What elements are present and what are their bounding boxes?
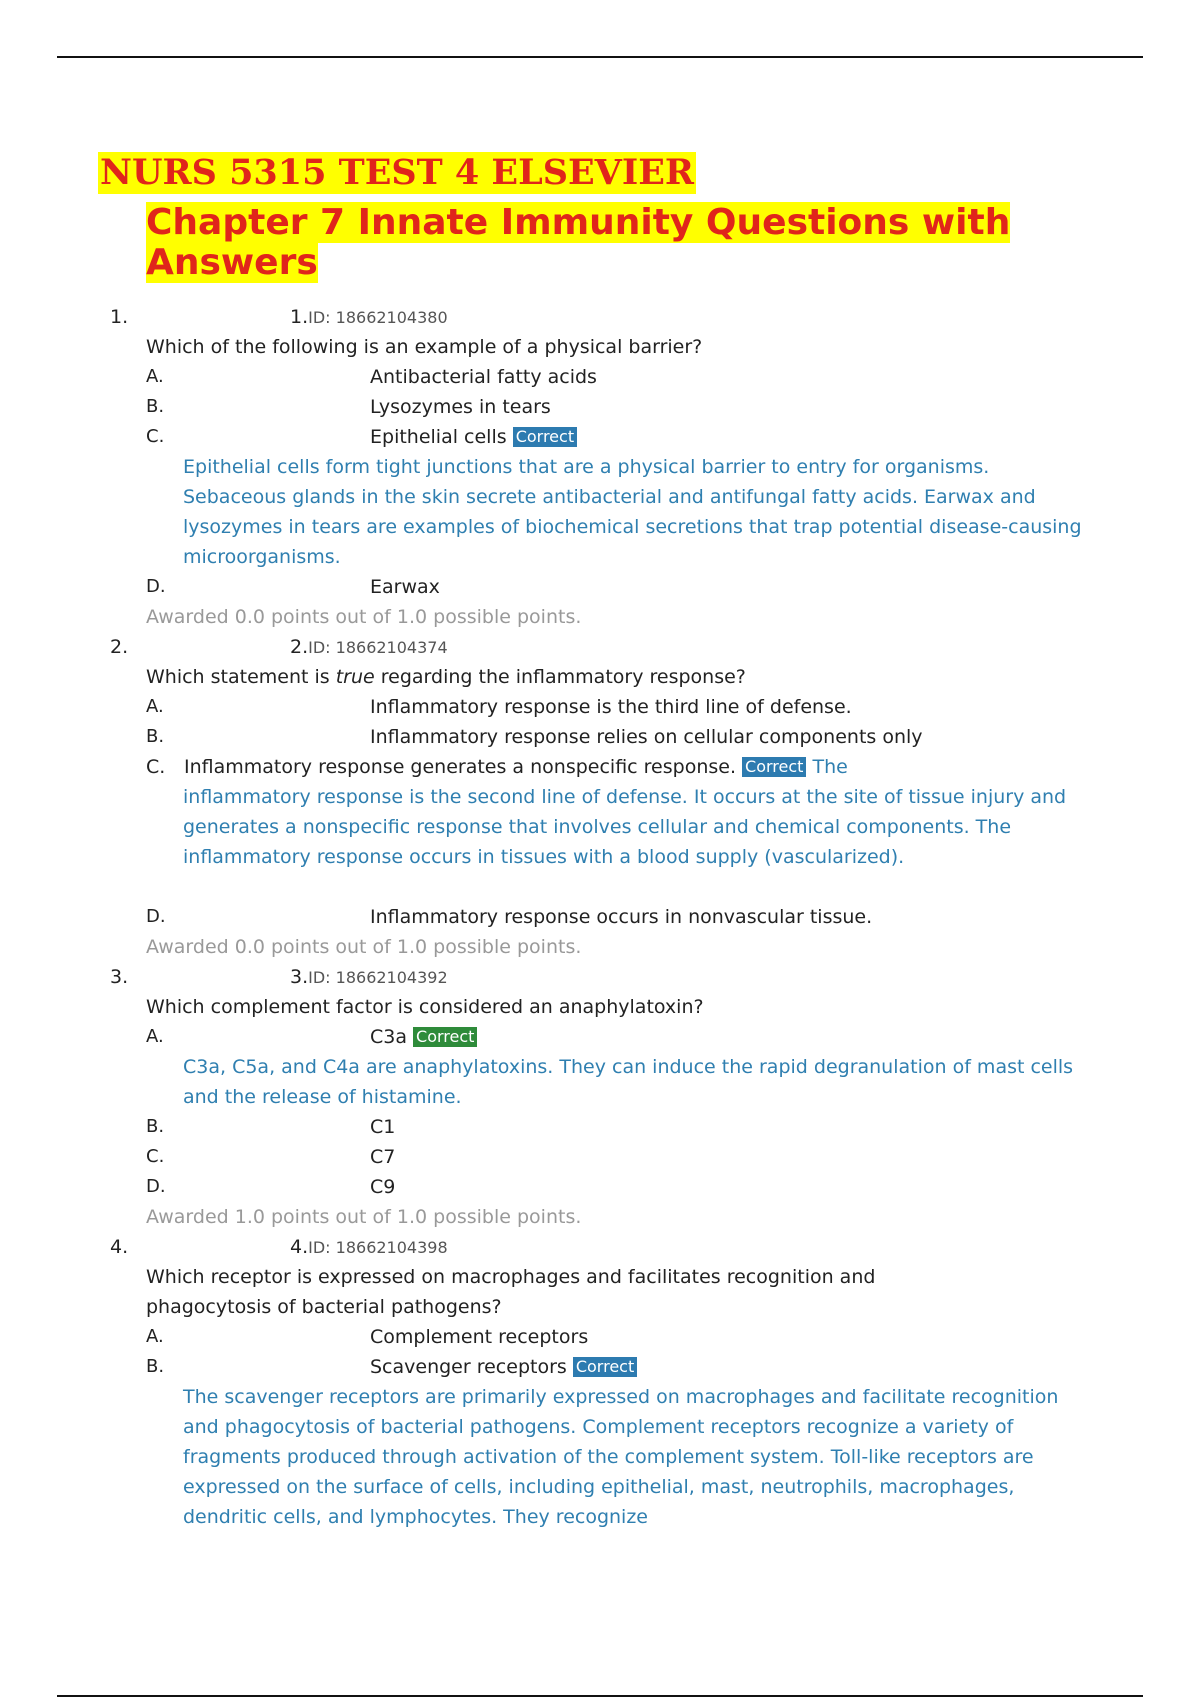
correct-badge: Correct bbox=[742, 757, 806, 777]
q2-rationale: inflammatory response is the second line of defense. It occurs at the site of tissue injury and generates a nonspecific response that involves cellular and chemical components. The inflammatory response occurs in tissues with a blood supply (vascularized). bbox=[183, 786, 1067, 868]
q1-option-a: Antibacterial fatty acids bbox=[370, 366, 597, 388]
q4-rationale: The scavenger receptors are primarily expressed on macrophages and facilitate recognition and phagocytosis of bacterial pathogens. Complement receptors recognize a variety of fragments produced through activation of the complement system. Toll-like receptors are expressed on the surface of cells, including epithelial, mast, neutrophils, macrophages, dendritic cells, and lymphocytes. They recognize bbox=[183, 1386, 1059, 1528]
question-3-id: 3.ID: 18662104392 bbox=[290, 966, 448, 988]
q1-option-b: Lysozymes in tears bbox=[370, 396, 551, 418]
correct-badge: Correct bbox=[413, 1027, 477, 1047]
question-2-number: 2. bbox=[110, 636, 129, 658]
q1-option-c: Epithelial cells Correct bbox=[370, 422, 577, 452]
correct-badge: Correct bbox=[573, 1357, 637, 1377]
q3-option-c-letter: C. bbox=[146, 1146, 165, 1167]
question-2-text: Which statement is true regarding the inflammatory response? bbox=[146, 666, 746, 688]
q2-option-c-letter: C. bbox=[146, 756, 166, 778]
q2-option-b: Inflammatory response relies on cellular components only bbox=[370, 726, 923, 748]
q2-option-d: Inflammatory response occurs in nonvascular tissue. bbox=[370, 906, 873, 928]
q3-option-b: C1 bbox=[370, 1116, 396, 1138]
top-rule bbox=[57, 56, 1143, 58]
q3-option-c: C7 bbox=[370, 1146, 396, 1168]
q3-option-d-letter: D. bbox=[146, 1176, 166, 1197]
q1-points: Awarded 0.0 points out of 1.0 possible points. bbox=[146, 606, 582, 628]
question-1-text: Which of the following is an example of a physical barrier? bbox=[146, 336, 703, 358]
q1-option-b-letter: B. bbox=[146, 396, 165, 417]
bottom-rule bbox=[57, 1695, 1143, 1697]
q2-option-a: Inflammatory response is the third line of defense. bbox=[370, 696, 852, 718]
q1-rationale: Epithelial cells form tight junctions that are a physical barrier to entry for organisms. Sebaceous glands in the skin secrete antibacterial and antifungal fatty acids. Earwax and lysozymes in tears are examples of biochemical secretions that trap potential disease-causing microorganisms. bbox=[183, 456, 1082, 568]
question-2-id: 2.ID: 18662104374 bbox=[290, 636, 448, 658]
q1-option-d: Earwax bbox=[370, 576, 440, 598]
question-3-number: 3. bbox=[110, 966, 129, 988]
q1-option-a-letter: A. bbox=[146, 366, 164, 387]
question-4-number: 4. bbox=[110, 1236, 129, 1258]
q3-option-a: C3a Correct bbox=[370, 1022, 477, 1052]
chapter-heading bbox=[146, 203, 1046, 283]
q4-option-a: Complement receptors bbox=[370, 1326, 589, 1348]
question-1-number: 1. bbox=[110, 306, 129, 328]
q2-points: Awarded 0.0 points out of 1.0 possible points. bbox=[146, 936, 582, 958]
q3-option-b-letter: B. bbox=[146, 1116, 165, 1137]
q2-option-a-letter: A. bbox=[146, 696, 164, 717]
question-1-id: 1.ID: 18662104380 bbox=[290, 306, 448, 328]
q3-option-d: C9 bbox=[370, 1176, 396, 1198]
q4-option-a-letter: A. bbox=[146, 1326, 164, 1347]
q2-option-d-letter: D. bbox=[146, 906, 166, 927]
q4-option-b: Scavenger receptors Correct bbox=[370, 1352, 637, 1382]
chapter-heading-text: Chapter 7 Innate Immunity Questions with Answers bbox=[146, 202, 1011, 283]
question-4-text: Which receptor is expressed on macrophages and facilitates recognition and phagocytosis of bacterial pathogens? bbox=[146, 1266, 876, 1318]
q3-rationale: C3a, C5a, and C4a are anaphylatoxins. They can induce the rapid degranulation of mast cells and the release of histamine. bbox=[183, 1056, 1074, 1108]
document-title: NURS 5315 TEST 4 ELSEVIER bbox=[100, 152, 694, 193]
correct-badge: Correct bbox=[513, 427, 577, 447]
question-4-id: 4.ID: 18662104398 bbox=[290, 1236, 448, 1258]
q1-option-d-letter: D. bbox=[146, 576, 166, 597]
q2-option-c: C. Inflammatory response generates a nonspecific response. Correct The bbox=[146, 752, 1076, 782]
q2-option-b-letter: B. bbox=[146, 726, 165, 747]
q3-option-a-letter: A. bbox=[146, 1026, 164, 1047]
q4-option-b-letter: B. bbox=[146, 1356, 165, 1377]
q1-option-c-letter: C. bbox=[146, 426, 165, 447]
q3-points: Awarded 1.0 points out of 1.0 possible points. bbox=[146, 1206, 582, 1228]
question-3-text: Which complement factor is considered an anaphylatoxin? bbox=[146, 996, 704, 1018]
